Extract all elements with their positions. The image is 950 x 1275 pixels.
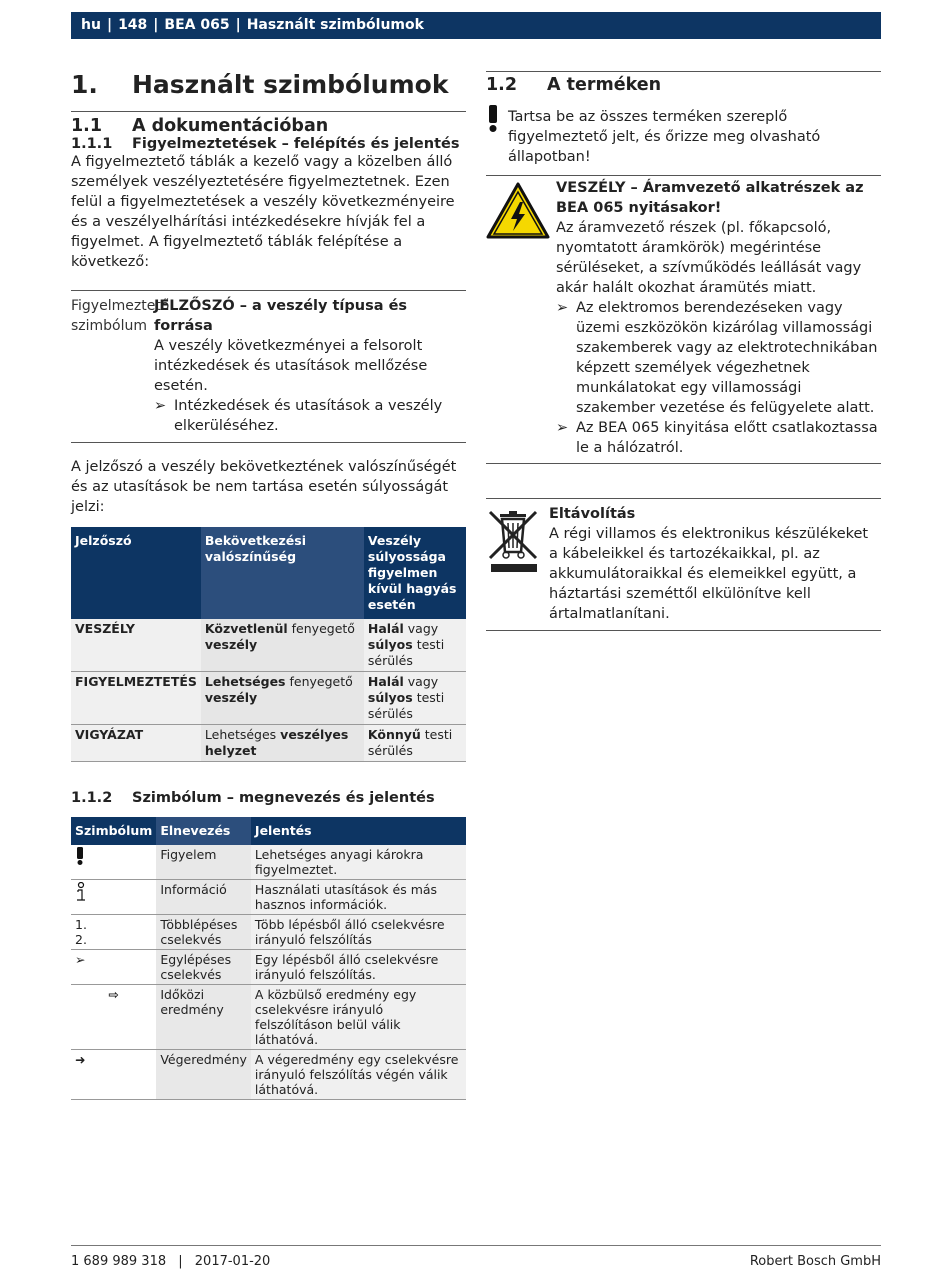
symbol-row (71, 950, 466, 985)
signal-word: VIGYÁZAT (71, 725, 201, 762)
danger-bullet-2: Az BEA 065 kinyitása előtt csatlakoztassa le a hálózatról. (576, 420, 878, 456)
symbol-meaning: Használati utasítások és más hasznos információk. (251, 880, 466, 915)
symbol-name: Egylépéses cselekvés (156, 950, 251, 985)
header-section: Használt szimbólumok (246, 17, 424, 33)
table2-header-meaning: Jelentés (251, 817, 466, 845)
footer-company: Robert Bosch GmbH (749, 1254, 881, 1269)
danger-box (486, 175, 881, 464)
disposal-box (486, 498, 881, 631)
info-icon (71, 880, 156, 915)
header-product: BEA 065 (164, 17, 230, 33)
subsection-heading-1-1-1 (71, 136, 466, 152)
symbol-meaning: A közbülső eredmény egy cselekvésre irányuló felszólításon belül válik láthatóvá. (251, 985, 466, 1050)
table1-header-word: Jelzőszó (71, 527, 201, 619)
disposal-text: A régi villamos és elektronikus készülékeket a kábeleikkel és tartozékaikkal, pl. az akkumulátoraikkal és elemeikkel együtt, a háztartási szeméttől elkülönítve kell ártalmatlanítani. (549, 526, 869, 622)
subsection-number: 1.1.2 (71, 790, 113, 806)
symbol-name: Információ (156, 880, 251, 915)
footer-date: 2017-01-20 (194, 1254, 271, 1269)
section-title: A dokumentációban (132, 116, 329, 136)
warning-measure-text: Intézkedések és utasítások a veszély elkerüléséhez. (174, 398, 443, 434)
subsection-heading-1-1-2 (71, 790, 466, 806)
table2-header-symbol: Szimbólum (71, 817, 156, 845)
probability: Lehetséges veszélyes helyzet (201, 725, 364, 762)
symbol-row (71, 845, 466, 880)
section-number: 1.2 (486, 75, 518, 95)
danger-title: VESZÉLY – Áramvezető alkatrészek az BEA 065 nyitásakor! (556, 180, 864, 216)
danger-bullet-1: Az elektromos berendezéseken vagy üzemi eszközökön kizárólag villamossági szakemberek vagy az elektrotechnikában képzett személyek végezhetnek munkálatokat egy villamossági szakember vezetése és felügyelete alatt. (576, 300, 878, 416)
warning-consequence-text: A veszély következményei a felsorolt intézkedések és utasítások mellőzése esetén. (154, 338, 428, 394)
warning-symbol-label: Figyelmeztető szimbólum (71, 298, 170, 334)
arrow-bullet-icon: ➢ (154, 398, 167, 414)
symbol-row (71, 985, 466, 1050)
page-header: hu | 148 | BEA 065 | Használt szimbólumok (71, 12, 881, 39)
exclamation-icon (71, 845, 156, 880)
disposal-title: Eltávolítás (549, 506, 636, 522)
symbol-row (71, 915, 466, 950)
chapter-title (71, 70, 466, 99)
symbol-row (71, 1050, 466, 1100)
right-column (486, 60, 881, 631)
subsection-title: Figyelmeztetések – felépítés és jelentés (132, 136, 460, 152)
signal-word-paragraph: A jelzőszó a veszély bekövetkeztének valószínűségét és az utasítások be nem tartása esetén súlyosságát jelzi: (71, 459, 457, 515)
arrow-bullet-icon: ➢ (556, 420, 569, 436)
numbered-steps-icon: 1. 2. (71, 915, 156, 950)
table1-header-probability: Bekövetkezési valószínűség (201, 527, 364, 619)
symbol-meaning: A végeredmény egy cselekvésre irányuló felszólítás végén válik láthatóvá. (251, 1050, 466, 1100)
header-lang: hu (81, 17, 101, 33)
symbol-meaning: Több lépésből álló cselekvésre irányuló felszólítás (251, 915, 466, 950)
symbol-meaning: Lehetséges anyagi károkra figyelmeztet. (251, 845, 466, 880)
signal-word-row (71, 672, 466, 725)
chapter-title-text: Használt szimbólumok (132, 70, 449, 99)
section-title: A terméken (547, 75, 662, 95)
symbol-name: Többlépéses cselekvés (156, 915, 251, 950)
symbol-name: Időközi eredmény (156, 985, 251, 1050)
footer-docnum: 1 689 989 318 (71, 1254, 167, 1269)
arrow-bullet-icon: ➢ (71, 950, 156, 985)
probability: Lehetséges fenyegető veszély (201, 672, 364, 725)
symbol-meaning: Egy lépésből álló cselekvésre irányuló felszólítás. (251, 950, 466, 985)
arrow-bullet-icon: ➢ (556, 300, 569, 316)
severity: Könnyű testi sérülés (364, 725, 466, 762)
danger-text: Az áramvezető részek (pl. főkapcsoló, nyomtatott áramkörök) megérintése sérüléseket, a szívműködés leállását vagy akár halált okozhat áramütés miatt. (556, 220, 862, 296)
subsection-title: Szimbólum – megnevezés és jelentés (132, 790, 435, 806)
high-voltage-warning-icon (486, 178, 556, 458)
signal-word-row (71, 725, 466, 762)
warning-signal-title: JELZŐSZÓ – a veszély típusa és forrása (154, 298, 408, 334)
table1-header-severity: Veszély súlyossága figyelmen kívül hagyás esetén (364, 527, 466, 619)
intro-paragraph: A figyelmeztető táblák a kezelő vagy a közelben álló személyek veszélyeztetésére figyelmeztetnek. Ezen felül a figyelmeztetések a veszély következményeire és a veszélyelhárítási intézkedésekre hívják fel a figyelmet. A figyelmeztető táblák felépítése a következő: (71, 154, 455, 270)
warning-structure-box (71, 290, 466, 443)
table2-header-name: Elnevezés (156, 817, 251, 845)
section-number: 1.1 (71, 116, 103, 136)
symbol-name: Figyelem (156, 845, 251, 880)
section-heading-1-1 (71, 116, 466, 136)
signal-word-table (71, 527, 466, 762)
probability: Közvetlenül fenyegető veszély (201, 619, 364, 672)
header-page: 148 (118, 17, 148, 33)
page-footer: 1 689 989 318 | 2017-01-20 Robert Bosch GmbH (71, 1245, 881, 1269)
exclamation-icon (486, 105, 508, 167)
severity: Halál vagy súlyos testi sérülés (364, 619, 466, 672)
arrow-right-icon: ➜ (71, 1050, 156, 1100)
product-notice (486, 105, 881, 167)
crossed-bin-icon (486, 504, 549, 624)
signal-word-row (71, 619, 466, 672)
product-notice-text: Tartsa be az összes terméken szereplő figyelmeztető jelt, és őrizze meg olvasható állapotban! (508, 109, 821, 165)
signal-word: FIGYELMEZTETÉS (71, 672, 201, 725)
section-heading-1-2 (486, 75, 881, 95)
left-column (71, 60, 466, 1100)
subsection-number: 1.1.1 (71, 136, 113, 152)
symbol-table (71, 817, 466, 1100)
symbol-row (71, 880, 466, 915)
hollow-arrow-icon: ⇨ (71, 985, 156, 1050)
chapter-number: 1. (71, 70, 98, 99)
signal-word: VESZÉLY (71, 619, 201, 672)
symbol-name: Végeredmény (156, 1050, 251, 1100)
severity: Halál vagy súlyos testi sérülés (364, 672, 466, 725)
